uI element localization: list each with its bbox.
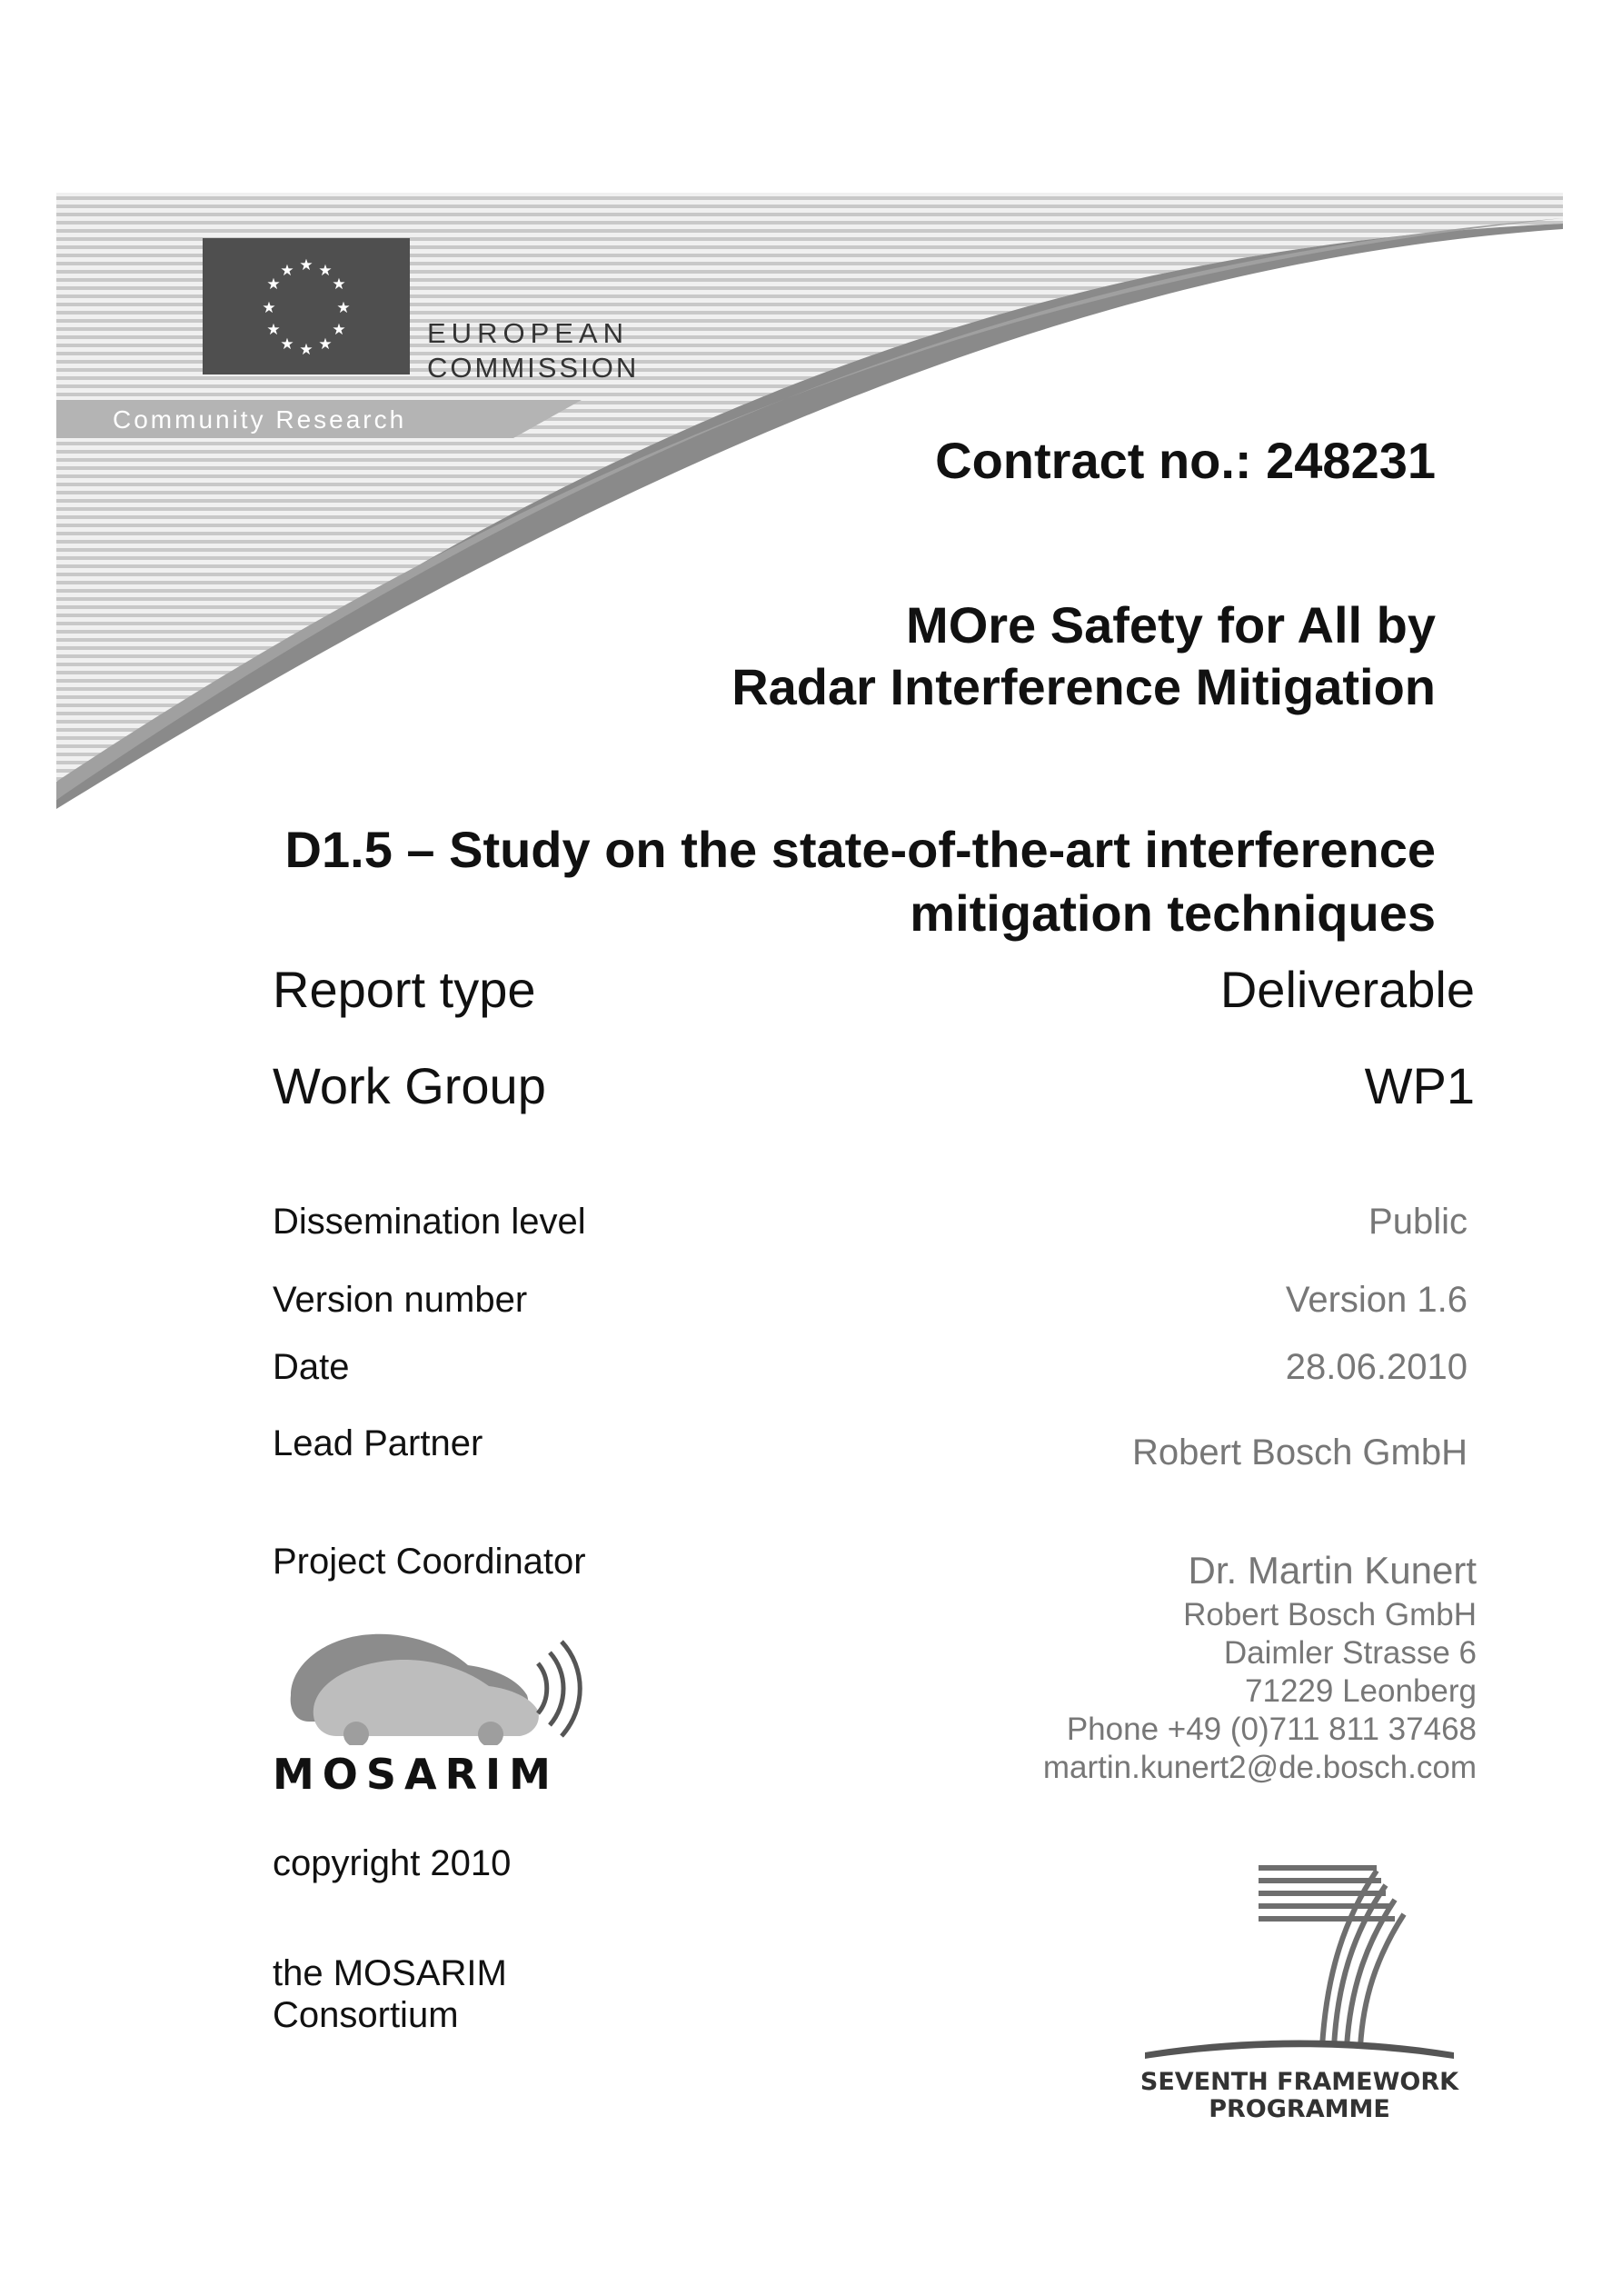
coordinator-email[interactable]: martin.kunert2@de.bosch.com (1042, 1750, 1477, 1785)
deliverable-title (285, 818, 1436, 945)
svg-text:★: ★ (318, 262, 333, 280)
svg-text:★: ★ (266, 275, 281, 294)
svg-text:★: ★ (280, 335, 294, 354)
coordinator-phone: Phone +49 (0)711 811 37468 (1066, 1712, 1477, 1747)
fp7-logo (1136, 1854, 1463, 2123)
coordinator-name: Dr. Martin Kunert (1188, 1549, 1477, 1592)
project-title (731, 594, 1436, 718)
date-value: 28.06.2010 (1285, 1347, 1468, 1387)
copyright-line2: the MOSARIM (273, 1953, 507, 1993)
coordinator-city: 71229 Leonberg (1245, 1673, 1477, 1709)
fp7-line1: SEVENTH FRAMEWORK (1139, 2068, 1459, 2096)
report-type-label: Report type (273, 961, 536, 1018)
copyright-holder (273, 1952, 507, 2036)
mosarim-car-radar-icon (273, 1609, 618, 1745)
coordinator-contact (1043, 1545, 1477, 1787)
eu-flag-icon (203, 238, 410, 374)
contract-number: Contract no.: 248231 (935, 432, 1436, 489)
mosarim-logo (273, 1609, 618, 1799)
dissemination-label: Dissemination level (273, 1202, 586, 1242)
version-label: Version number (273, 1280, 528, 1320)
svg-text:★: ★ (332, 321, 346, 339)
fp7-seven-icon (1136, 1854, 1463, 2059)
community-research-label: Community Research (113, 405, 407, 434)
dissemination-value: Public (1368, 1202, 1468, 1242)
svg-text:★: ★ (280, 262, 294, 280)
report-type-value: Deliverable (1219, 961, 1475, 1018)
ec-line1: EUROPEAN (427, 317, 629, 349)
fp7-line2: PROGRAMME (1209, 2095, 1390, 2123)
svg-text:★: ★ (332, 275, 346, 294)
ec-text (427, 316, 639, 385)
date-label: Date (273, 1347, 350, 1387)
lead-partner-value: Robert Bosch GmbH (1131, 1433, 1468, 1472)
lead-partner-label: Lead Partner (273, 1423, 483, 1463)
svg-text:★: ★ (266, 321, 281, 339)
svg-text:★: ★ (262, 299, 276, 317)
deliverable-title-line2: mitigation techniques (910, 884, 1436, 942)
svg-text:★: ★ (336, 299, 351, 317)
project-coordinator-label: Project Coordinator (273, 1542, 586, 1582)
coordinator-company: Robert Bosch GmbH (1183, 1597, 1477, 1632)
fp7-logo-text (1136, 2069, 1463, 2123)
project-title-line1: MOre Safety for All by (906, 596, 1436, 654)
copyright-year: copyright 2010 (273, 1843, 512, 1883)
mosarim-logo-text: MOSARIM (273, 1750, 559, 1799)
copyright-line3: Consortium (273, 1995, 459, 2035)
coordinator-street: Daimler Strasse 6 (1223, 1635, 1477, 1671)
svg-text:★: ★ (318, 335, 333, 354)
svg-text:★: ★ (299, 256, 313, 275)
project-title-line2: Radar Interference Mitigation (731, 658, 1436, 715)
version-value: Version 1.6 (1285, 1280, 1468, 1320)
ec-line2: COMMISSION (427, 352, 640, 384)
deliverable-title-line1: D1.5 – Study on the state-of-the-art interference (284, 821, 1436, 878)
work-group-label: Work Group (273, 1057, 546, 1114)
svg-text:★: ★ (299, 341, 313, 359)
work-group-value: WP1 (1364, 1057, 1475, 1114)
